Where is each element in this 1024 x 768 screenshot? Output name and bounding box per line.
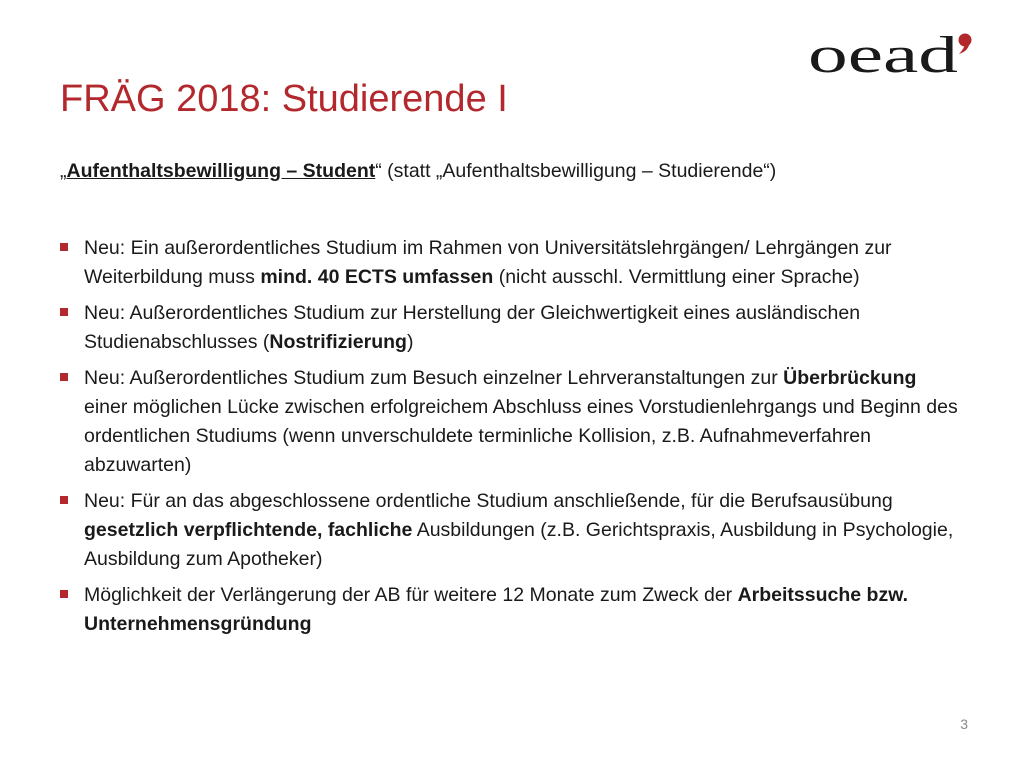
bullet-text: Neu: Außerordentliches Studium zum Besuch einzelner Lehrveranstaltungen zur [84,367,784,389]
subheading-open-quote: „ [60,160,67,182]
bullet-item [60,234,960,292]
oead-logo [808,30,978,78]
bullet-item [60,364,960,480]
bullet-bold-text: gesetzlich verpflichtende, fachliche [84,519,413,541]
bullet-bold-text: Nostrifizierung [269,331,407,353]
bullet-square-icon [60,373,68,381]
subheading [60,158,980,184]
bullet-square-icon [60,243,68,251]
subheading-underlined-term: Aufenthaltsbewilligung – Student [66,160,376,182]
bullet-bold-text: Überbrückung [783,367,917,389]
bullet-bold-text: mind. 40 ECTS umfassen [260,266,494,288]
bullet-list [60,234,960,646]
oead-logo-text: oead [808,30,958,78]
slide-title: FRÄG 2018: Studierende I [60,78,508,120]
subheading-rest: “ (statt „Aufenthaltsbewilligung – Studierende“) [375,160,777,182]
bullet-item [60,581,960,639]
bullet-text: einer möglichen Lücke zwischen erfolgreichem Abschluss eines Vorstudienlehrgangs und Beginn des ordentlichen Studiums (wenn unverschuldete terminliche Kollision, z.B. Aufnahmeverfahren abzuwarten) [84,396,958,476]
bullet-item [60,299,960,357]
bullet-text: Neu: Für an das abgeschlossene ordentliche Studium anschließende, für die Berufsausübung [84,490,893,512]
bullet-square-icon [60,590,68,598]
bullet-square-icon [60,308,68,316]
bullet-text: ) [406,331,414,353]
bullet-text: (nicht ausschl. Vermittlung einer Sprache) [493,266,860,288]
bullet-bold-text: Arbeitssuche bzw. Unternehmensgründung [84,584,909,635]
bullet-item [60,487,960,574]
page-number: 3 [960,716,968,732]
bullet-square-icon [60,496,68,504]
bullet-text: Ausbildungen (z.B. Gerichtspraxis, Ausbildung in Psychologie, Ausbildung zum Apotheker) [84,519,954,570]
bullet-text: Möglichkeit der Verlängerung der AB für weitere 12 Monate zum Zweck der [84,584,738,606]
bullet-text: Neu: Außerordentliches Studium zur Herstellung der Gleichwertigkeit eines ausländischen Studienabschlusses ( [84,302,861,353]
bullet-text: Neu: Ein außerordentliches Studium im Rahmen von Universitätslehrgängen/ Lehrgängen zur Weiterbildung muss [84,237,892,288]
